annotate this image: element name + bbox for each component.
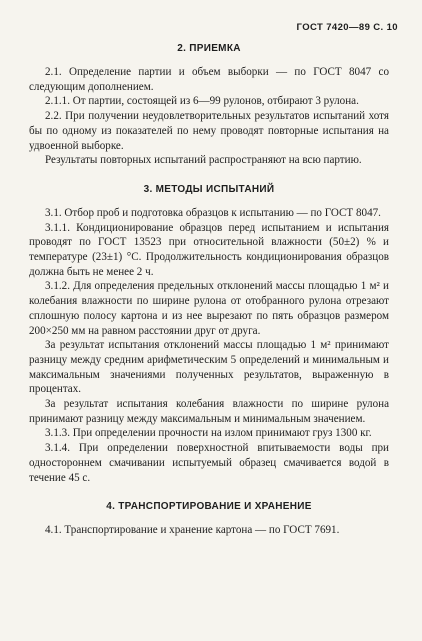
paragraph: 3.1.1. Кондиционирование образцов перед испытанием и испытания проводят по ГОСТ 13523 при относительной влажности (50±2) % и температуре (23±1) °С. Продолжительность кондиционирования образцов должна быть не менее 2 ч.: [29, 221, 389, 278]
section-heading: 2. ПРИЕМКА: [177, 43, 241, 54]
paragraph: 3.1.4. При определении поверхностной впитываемости воды при одностороннем смачивании испытуемый образец смачивается водой в течение 45 с.: [29, 442, 389, 484]
paragraph: Результаты повторных испытаний распространяют на всю партию.: [45, 154, 362, 167]
section-test-methods: [29, 184, 389, 485]
paragraph: За результат испытания колебания влажности по ширине рулона принимают разницу между максимальным и минимальным значением.: [29, 398, 389, 425]
section-heading: 4. ТРАНСПОРТИРОВАНИЕ И ХРАНЕНИЕ: [106, 501, 312, 513]
paragraph: 3.1. Отбор проб и подготовка образцов к испытанию — по ГОСТ 8047.: [45, 206, 381, 219]
page-content: [29, 43, 389, 538]
paragraph: 3.1.3. При определении прочности на излом принимают груз 1300 кг.: [45, 427, 372, 440]
paragraph: 2.1. Определение партии и объем выборки — по ГОСТ 8047 со следующим дополнением.: [29, 66, 389, 93]
paragraph: 4.1. Транспортирование и хранение картона — по ГОСТ 7691.: [45, 524, 340, 537]
section-acceptance: [29, 43, 389, 168]
section-transport-storage: [29, 501, 389, 538]
paragraph: 2.2. При получении неудовлетворительных результатов испытаний хотя бы по одному из показателей по нему проводят повторные испытания на удвоенной выборке.: [29, 110, 389, 152]
section-heading: 3. МЕТОДЫ ИСПЫТАНИЙ: [143, 183, 275, 195]
paragraph: За результат испытания отклонений массы площадью 1 м² принимают разницу между средним арифметическим 5 определений и минимальным и максимальным значениями полученных результатов, выраженную в процентах.: [29, 339, 389, 396]
paragraph: 3.1.2. Для определения предельных отклонений массы площадью 1 м² и колебания влажности по ширине рулона от отобранного рулона отрезают сплошную полосу картона и из нее вырезают по пять образцов размером 200×250 мм на равном расстоянии друг от друга.: [29, 280, 389, 337]
running-header: ГОСТ 7420—89 С. 10: [296, 22, 398, 33]
paragraph: 2.1.1. От партии, состоящей из 6—99 рулонов, отбирают 3 рулона.: [45, 95, 359, 108]
